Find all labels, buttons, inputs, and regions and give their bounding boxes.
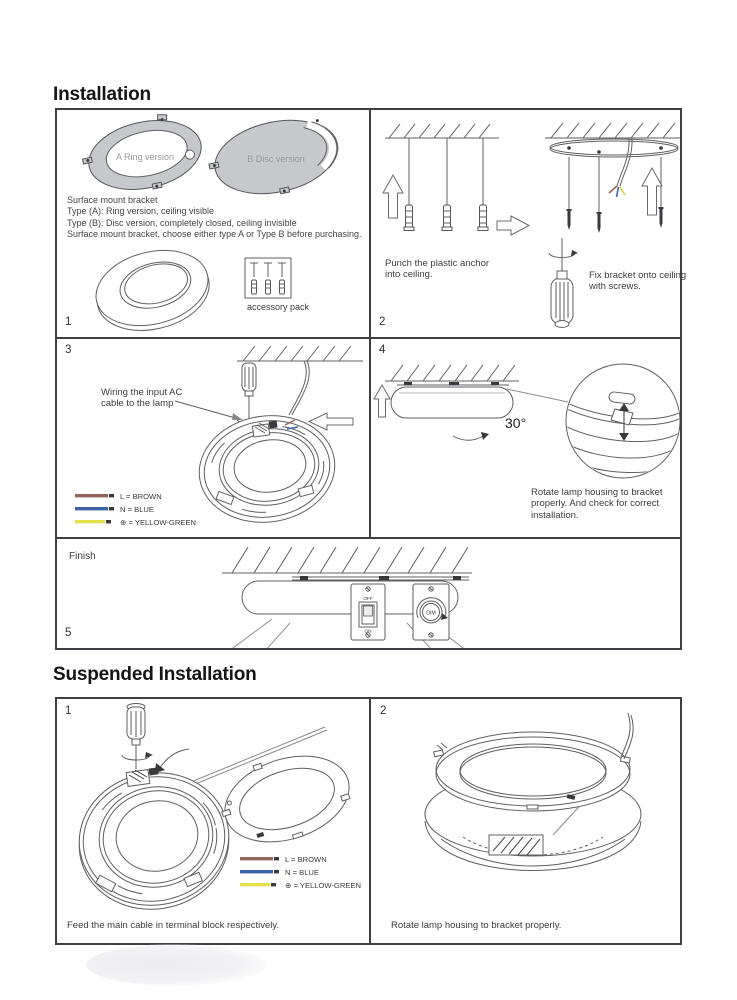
left-arrow-icon — [309, 413, 353, 430]
ceiling-hatch-left — [385, 124, 499, 138]
panel-2-anchor-bracket — [371, 110, 687, 339]
fix-bracket-caption: Fix bracket onto ceiling with screws. — [589, 270, 687, 293]
rotate-housing-caption: Rotate lamp housing to bracket properly. — [391, 920, 562, 931]
suspended-panel-1-feed-cable — [57, 699, 371, 943]
panel-2-number: 2 — [379, 316, 386, 328]
panel-5-number: 5 — [65, 627, 72, 639]
up-arrow-icon — [383, 175, 403, 218]
desc-line-1: Surface mount bracket — [67, 195, 158, 205]
punch-anchor-caption: Punch the plastic anchor into ceiling. — [385, 258, 490, 281]
switch-on-label: ON — [364, 629, 372, 635]
bracket-description — [67, 195, 367, 241]
panel-5-finish — [57, 539, 680, 648]
installation-title: Installation — [53, 84, 151, 105]
rotation-arrow-icon — [159, 749, 189, 769]
legend-neutral-label: N = BLUE — [285, 868, 319, 877]
panel-1-bracket-types — [57, 110, 371, 339]
accessory-pack-label: accessory pack — [246, 302, 310, 312]
lamp-ring-drawing — [88, 239, 217, 335]
ceiling-hatch — [237, 346, 363, 361]
panel-3-wiring — [57, 339, 371, 539]
erased-area — [86, 944, 266, 986]
ceiling-hatch — [385, 365, 519, 381]
suspended-panel-2-number: 2 — [380, 705, 387, 717]
plastic-anchors-drawing — [404, 138, 488, 231]
ring-version-label: A Ring version — [115, 152, 175, 162]
legend-live-label: L = BROWN — [285, 855, 327, 864]
dimmer-label: DIM — [426, 610, 436, 617]
rotate-caption: Rotate lamp housing to bracket properly. And check for correct installation. — [531, 487, 663, 521]
wire-legend — [240, 854, 380, 896]
legend-earth-label: ⊕ = YELLOW-GREEN — [120, 518, 196, 527]
panel-4-rotate — [371, 339, 680, 539]
finish-label: Finish — [69, 551, 96, 562]
rotate-housing-drawing — [371, 699, 680, 943]
wire-yellow — [620, 187, 625, 195]
suspended-panel-1-number: 1 — [65, 705, 72, 717]
legend-earth-label: ⊕ = YELLOW-GREEN — [285, 881, 361, 890]
ceiling-hatch — [222, 547, 472, 573]
panel-1-number: 1 — [65, 316, 72, 328]
legend-neutral-bar — [75, 507, 108, 510]
wire-legend — [75, 491, 215, 533]
legend-neutral-bar — [240, 870, 273, 873]
lamp-side-view — [391, 382, 513, 418]
panel-3-number: 3 — [65, 344, 72, 356]
panel-4-number: 4 — [379, 344, 386, 356]
legend-live-label: L = BROWN — [120, 492, 162, 501]
screwdriver-icon — [237, 363, 264, 425]
feed-cable-caption: Feed the main cable in terminal block respectively. — [67, 920, 280, 931]
legend-live-bar — [240, 857, 273, 860]
legend-earth-bar — [75, 520, 105, 523]
rotation-arrowhead — [481, 432, 489, 440]
up-arrow-icon — [374, 385, 390, 417]
right-arrow-icon — [497, 216, 529, 235]
ceiling-hatch-right — [545, 123, 680, 138]
screwdriver-icon — [122, 704, 153, 770]
finish-drawing — [57, 539, 680, 648]
legend-earth-bar — [240, 883, 270, 886]
leader-arrowhead — [232, 413, 243, 420]
lamp-bowl-drawing — [425, 713, 641, 871]
installation-steps-grid — [55, 108, 687, 650]
magnifier-leader-line — [507, 389, 568, 402]
suspended-panel-2-rotate — [371, 699, 680, 943]
lamp-ring-drawing — [69, 761, 240, 921]
magnifier-detail — [566, 364, 680, 478]
rotation-arrow-icon — [453, 435, 485, 440]
accessory-pack-icon — [245, 258, 291, 298]
anchor-bracket-drawing — [371, 110, 680, 335]
screwdriver-icon — [549, 238, 578, 328]
suspension-ring-drawing — [211, 739, 360, 857]
switch-off-label: OFF — [363, 597, 373, 602]
desc-line-4: Surface mount bracket, choose either type A or Type B before purchasing. — [67, 229, 362, 240]
wiring-caption: Wiring the input AC cable to the lamp — [101, 387, 183, 410]
dimmer-icon — [413, 584, 449, 640]
wall-switch-icon — [351, 584, 385, 640]
hanging-wire — [621, 713, 633, 759]
desc-line-2: Type (A): Ring version, ceiling visible — [67, 206, 215, 217]
disc-version-label: B Disc version — [247, 154, 305, 164]
suspended-steps-grid — [55, 697, 682, 945]
feed-cable-drawing — [57, 699, 367, 943]
legend-live-bar — [75, 494, 108, 497]
wire-blue — [617, 187, 619, 197]
wire-brown — [609, 186, 617, 193]
angle-label: 30° — [505, 415, 527, 431]
desc-line-3: Type (B): Disc version, completely closed, ceiling invisible — [67, 217, 297, 228]
legend-neutral-label: N = BLUE — [120, 505, 154, 514]
ac-cable — [289, 361, 309, 415]
suspended-title: Suspended Installation — [53, 664, 257, 685]
